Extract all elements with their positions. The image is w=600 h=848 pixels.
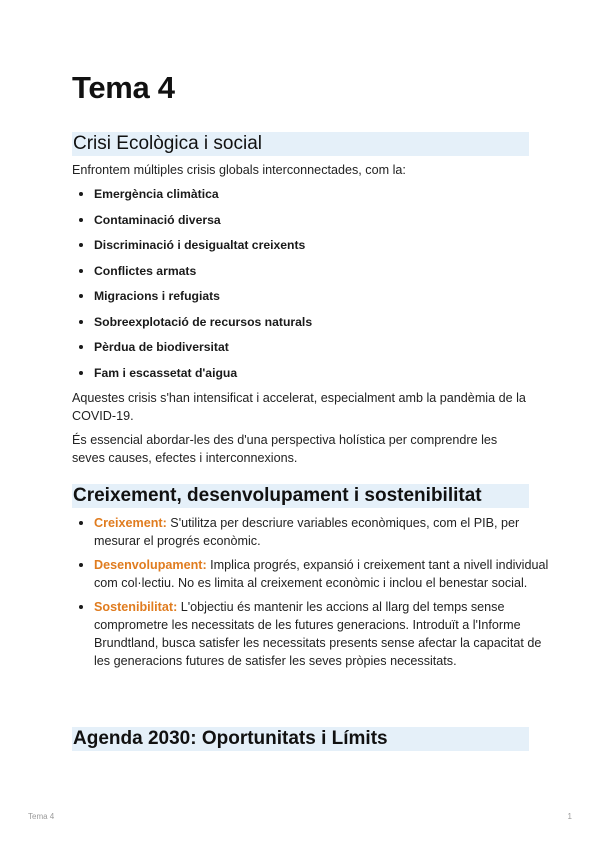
crisis-paragraph-holistic: És essencial abordar-les des d'una perspectiva holística per comprendre les seves causes, efectes i interconnexions. — [72, 433, 498, 465]
crisis-paragraph-covid: Aquestes crisis s'han intensificat i accelerat, especialment amb la pandèmia de la COVID-19. — [72, 391, 526, 423]
definition-development — [94, 556, 550, 592]
definition-term: Creixement: — [94, 516, 167, 530]
list-item: Discriminació i desigualtat creixents — [94, 236, 550, 262]
crisis-list — [72, 185, 550, 389]
definition-term: Desenvolupament: — [94, 558, 207, 572]
definition-text: L'objectiu és mantenir les accions al llarg del temps sense comprometre les necessitats de les futures generacions. Introduït a l'Informe Brundtland, busca satisfer les necessitats presents sense afectar la capacitat de les generacions futures de satisfer les seves pròpies necessitats. — [94, 600, 542, 668]
list-item: Contaminació diversa — [94, 211, 550, 237]
definition-text: Implica progrés, expansió i creixement tant a nivell individual com col·lectiu. No es limita al creixement econòmic i inclou el benestar social. — [94, 558, 549, 590]
definition-text: S'utilitza per descriure variables econòmiques, com el PIB, per mesurar el progrés econòmic. — [94, 516, 520, 548]
list-item: Migracions i refugiats — [94, 287, 550, 313]
list-item: Pèrdua de biodiversitat — [94, 338, 550, 364]
section-heading-growth: Creixement, desenvolupament i sostenibilitat — [72, 484, 529, 508]
definitions-list — [72, 514, 550, 676]
definition-term: Sostenibilitat: — [94, 600, 178, 614]
footer-title: Tema 4 — [28, 812, 55, 821]
page-title: Tema 4 — [72, 70, 175, 105]
definition-growth — [94, 514, 550, 550]
section-heading-crisis: Crisi Ecològica i social — [72, 132, 529, 156]
definition-sustainability — [94, 598, 550, 670]
section-heading-agenda: Agenda 2030: Oportunitats i Límits — [72, 727, 529, 751]
crisis-intro: Enfrontem múltiples crisis globals interconnectades, com la: — [72, 163, 406, 177]
list-item: Conflictes armats — [94, 262, 550, 288]
list-item: Sobreexplotació de recursos naturals — [94, 313, 550, 339]
page-number: 1 — [567, 812, 572, 821]
list-item: Emergència climàtica — [94, 185, 550, 211]
list-item: Fam i escassetat d'aigua — [94, 364, 550, 390]
